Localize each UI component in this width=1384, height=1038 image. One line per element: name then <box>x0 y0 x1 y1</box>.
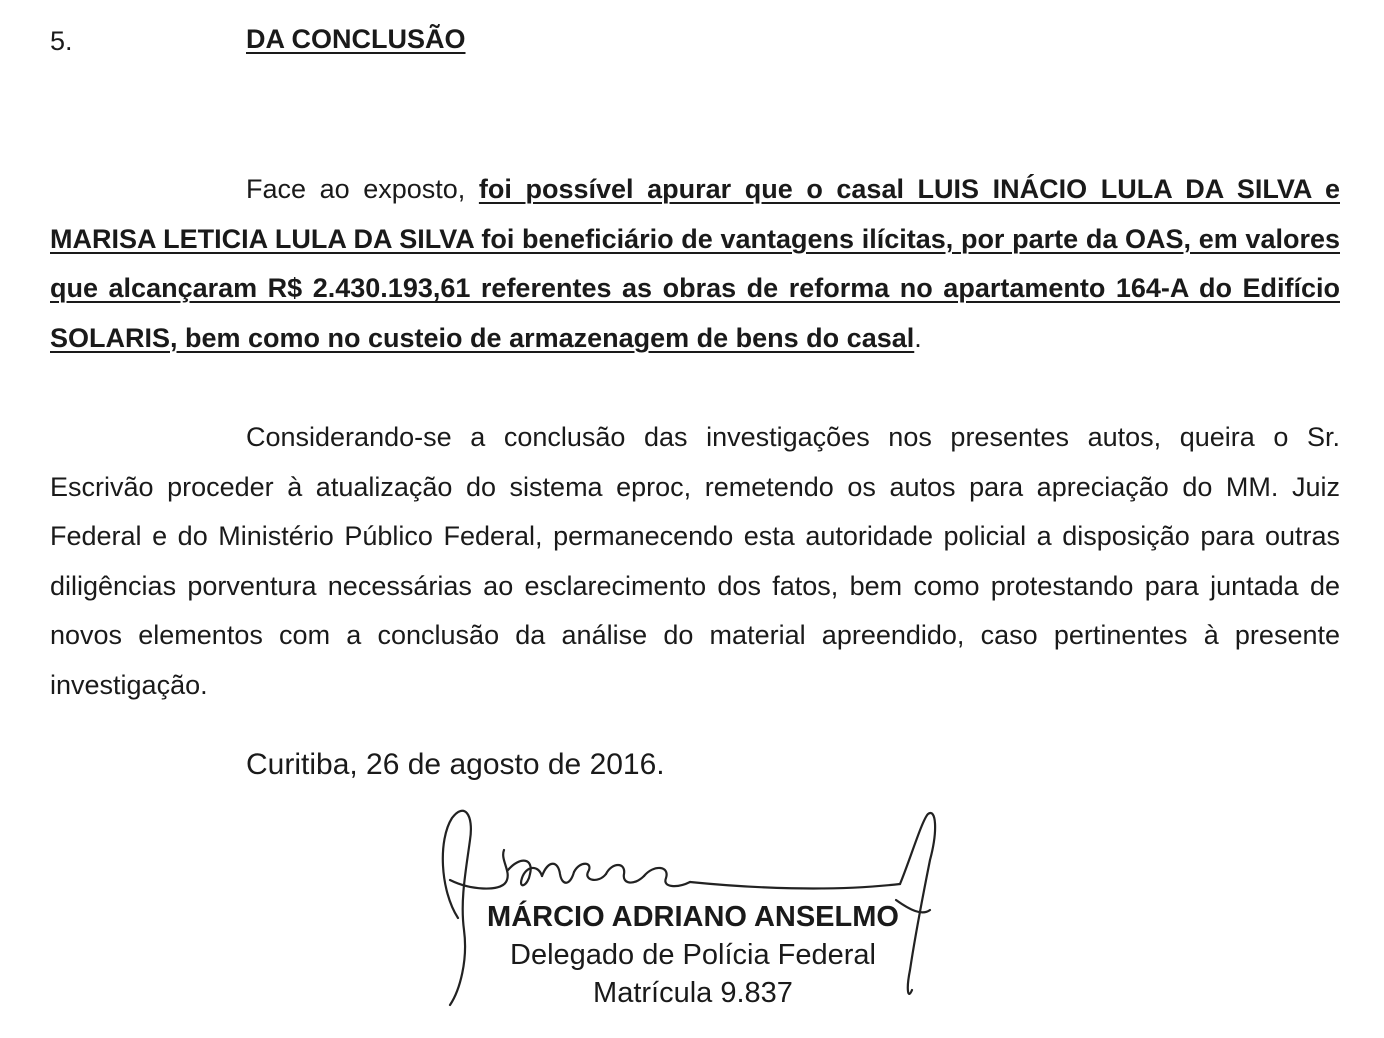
place-and-date: Curitiba, 26 de agosto de 2016. <box>246 748 665 781</box>
procedure-paragraph: Considerando-se a conclusão das investigações nos presentes autos, queira o Sr. Escrivão proceder à atualização do sistema eproc, remetendo os autos para apreciação do MM. Juiz Federal e do Ministério Público Federal, permanecendo esta autoridade policial a disposição para outras diligências porventura necessárias ao esclarecimento dos fatos, bem como protestando para juntada de novos elementos com a conclusão da análise do material apreendido, caso pertinentes à presente investigação. <box>50 422 1340 700</box>
signature-block <box>450 898 936 1012</box>
emphasized-finding: foi possível apurar que o casal LUIS INÁCIO LULA DA SILVA e MARISA LETICIA LULA DA SILVA foi beneficiário de vantagens ilícitas, por parte da OAS, em valores que alcançaram R$ 2.430.193,61 referentes as obras de reforma no apartamento 164-A do Edifício SOLARIS, bem como no custeio de armazenagem de bens do casal <box>50 174 1340 353</box>
signatory-registration: Matrícula 9.837 <box>593 977 793 1009</box>
section-title: DA CONCLUSÃO <box>246 24 466 54</box>
paragraph-intro: Face ao exposto, <box>246 174 479 204</box>
paragraph-end: . <box>914 322 922 353</box>
signatory-name: MÁRCIO ADRIANO ANSELMO <box>487 901 899 933</box>
section-number: 5. <box>50 26 73 56</box>
signatory-role: Delegado de Polícia Federal <box>510 939 876 971</box>
conclusion-paragraph <box>50 165 1340 363</box>
